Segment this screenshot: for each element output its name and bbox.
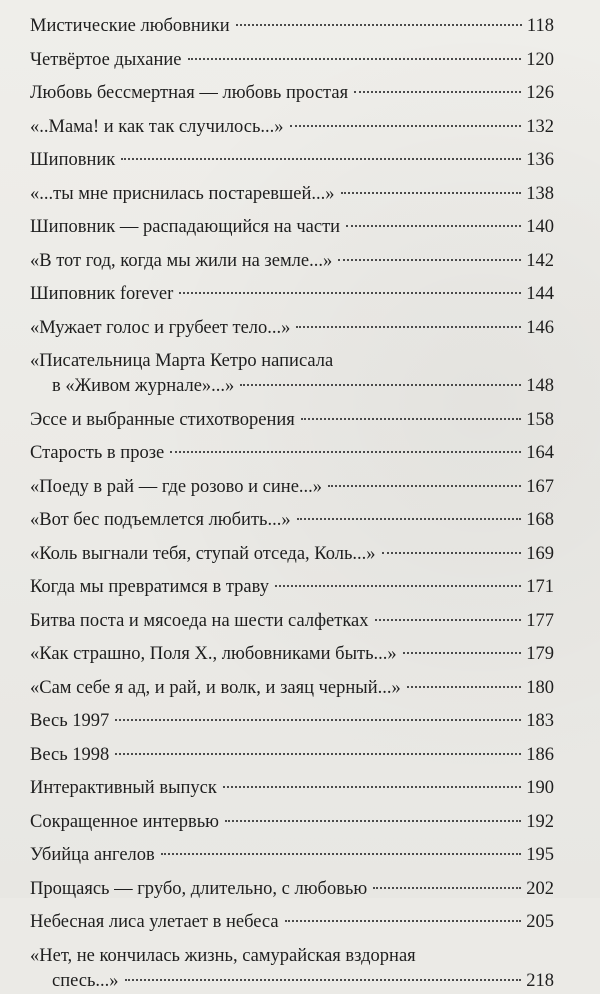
toc-entry-title: Любовь бессмертная — любовь простая: [30, 83, 349, 103]
dot-leader: [223, 786, 521, 788]
toc-entry-page: 205: [526, 912, 554, 932]
toc-entry-page: 118: [526, 16, 554, 36]
toc-entry-title: Убийца ангелов: [30, 845, 155, 865]
dot-leader: [375, 619, 522, 621]
toc-entry-title: «Коль выгнали тебя, ступай отседа, Коль...»: [30, 543, 376, 564]
dot-leader: [285, 920, 522, 922]
toc-entry-page: 202: [526, 878, 554, 899]
toc-entry: [30, 215, 554, 240]
dot-leader: [373, 887, 521, 889]
toc-entry-title: Когда мы превратимся в траву: [30, 577, 269, 597]
toc-entry-page: 183: [526, 711, 554, 731]
toc-entry-page: 180: [526, 677, 554, 698]
toc-entry-title: Эссе и выбранные стихотворения: [30, 409, 295, 430]
toc-entry: [30, 776, 554, 801]
toc-entry: [30, 910, 554, 935]
toc-entry-title: «В тот год, когда мы жили на земле...»: [30, 250, 333, 271]
toc-entry-page: 142: [526, 250, 554, 271]
toc-entry: [30, 810, 554, 835]
dot-leader: [354, 91, 521, 93]
toc-entry-page: 144: [526, 284, 554, 304]
toc-entry-title: Прощаясь — грубо, длительно, с любовью: [30, 878, 368, 899]
toc-entry-title: Мистические любовники: [30, 16, 230, 36]
toc-entry-page: 192: [526, 811, 554, 832]
dot-leader: [275, 585, 521, 587]
toc-entry-title-line2: спесь...»: [52, 970, 119, 991]
toc-entry-page: 126: [526, 83, 554, 103]
toc-entry: [30, 676, 554, 701]
toc-entry: [30, 316, 554, 341]
dot-leader: [296, 326, 521, 328]
toc-entry-title: Битва поста и мясоеда на шести салфетках: [30, 610, 369, 631]
dot-leader: [125, 979, 522, 981]
toc-entry: [30, 944, 554, 994]
table-of-contents: [30, 14, 554, 994]
toc-entry-title: «..Мама! и как так случилось...»: [30, 116, 284, 137]
toc-entry-page: 195: [526, 845, 554, 865]
toc-entry: [30, 441, 554, 466]
toc-entry-title: «Поеду в рай — где розово и сине...»: [30, 476, 323, 497]
toc-entry: [30, 48, 554, 73]
toc-entry: [30, 542, 554, 567]
toc-entry-title: «...ты мне приснилась постаревшей...»: [30, 183, 335, 204]
toc-entry-title: «Мужает голос и грубеет тело...»: [30, 317, 291, 338]
dot-leader: [179, 292, 521, 294]
dot-leader: [115, 753, 521, 755]
dot-leader: [236, 24, 522, 26]
toc-entry-title-line1: «Нет, не кончилась жизнь, самурайская вздорная: [30, 945, 416, 966]
toc-entry: [30, 182, 554, 207]
toc-entry-page: 158: [526, 409, 554, 430]
toc-entry-page: 168: [526, 510, 554, 530]
toc-entry-page: 190: [526, 778, 554, 798]
toc-entry-page: 171: [526, 577, 554, 597]
dot-leader: [382, 552, 522, 554]
toc-entry-page: 179: [526, 644, 554, 664]
toc-entry-title: Шиповник: [30, 150, 116, 170]
toc-entry-page: 164: [526, 443, 554, 463]
toc-entry-page: 138: [526, 183, 554, 204]
toc-entry-title: Шиповник — распадающийся на части: [30, 217, 341, 237]
toc-entry-page: 218: [526, 970, 554, 991]
toc-entry: [30, 709, 554, 734]
dot-leader: [297, 518, 522, 520]
toc-entry-page: 167: [526, 476, 554, 497]
toc-entry-page: 132: [526, 116, 554, 137]
toc-entry-page: 136: [526, 150, 554, 170]
dot-leader: [115, 719, 521, 721]
toc-entry-title: Весь 1997: [30, 711, 110, 731]
toc-entry-title: Небесная лиса улетает в небеса: [30, 912, 279, 932]
toc-entry-title: Интерактивный выпуск: [30, 778, 217, 798]
toc-entry: [30, 743, 554, 768]
toc-entry: [30, 843, 554, 868]
toc-entry-page: 146: [526, 317, 554, 338]
toc-entry: [30, 575, 554, 600]
dot-leader: [121, 158, 521, 160]
dot-leader: [161, 853, 521, 855]
toc-entry: [30, 249, 554, 274]
toc-entry: [30, 408, 554, 433]
toc-entry-title-line2: в «Живом журнале»...»: [52, 376, 235, 396]
toc-entry-title: «Вот бес подъемлется любить...»: [30, 510, 291, 530]
dot-leader: [188, 58, 522, 60]
dot-leader: [170, 451, 521, 453]
dot-leader: [403, 652, 522, 654]
dot-leader: [225, 820, 521, 822]
toc-entry-page: 186: [526, 744, 554, 765]
toc-entry: [30, 475, 554, 500]
toc-entry-page: 148: [526, 376, 554, 396]
toc-entry-title: Старость в прозе: [30, 443, 165, 463]
toc-entry-page: 169: [526, 543, 554, 564]
toc-entry-title: «Сам себе я ад, и рай, и волк, и заяц черный...»: [30, 677, 401, 698]
toc-entry: [30, 81, 554, 106]
dot-leader: [328, 485, 521, 487]
toc-entry: [30, 349, 554, 399]
toc-entry: [30, 609, 554, 634]
dot-leader: [290, 125, 522, 127]
toc-entry-page: 140: [526, 217, 554, 237]
toc-entry-title: Четвёртое дыхание: [30, 49, 182, 70]
toc-entry: [30, 115, 554, 140]
toc-entry-title-line1: «Писательница Марта Кетро написала: [30, 351, 334, 371]
dot-leader: [346, 225, 521, 227]
toc-entry-title: Шиповник forever: [30, 284, 174, 304]
toc-entry: [30, 642, 554, 667]
toc-entry-page: 177: [526, 610, 554, 631]
toc-entry-title: Весь 1998: [30, 744, 110, 765]
dot-leader: [407, 686, 522, 688]
toc-entry-title: Сокращенное интервью: [30, 811, 219, 832]
toc-entry: [30, 148, 554, 173]
toc-entry: [30, 508, 554, 533]
toc-entry-title: «Как страшно, Поля Х., любовниками быть...»: [30, 644, 397, 664]
dot-leader: [341, 192, 522, 194]
toc-entry: [30, 282, 554, 307]
dot-leader: [240, 384, 521, 386]
dot-leader: [338, 259, 521, 261]
toc-entry: [30, 14, 554, 39]
dot-leader: [301, 418, 521, 420]
toc-entry-page: 120: [526, 49, 554, 70]
